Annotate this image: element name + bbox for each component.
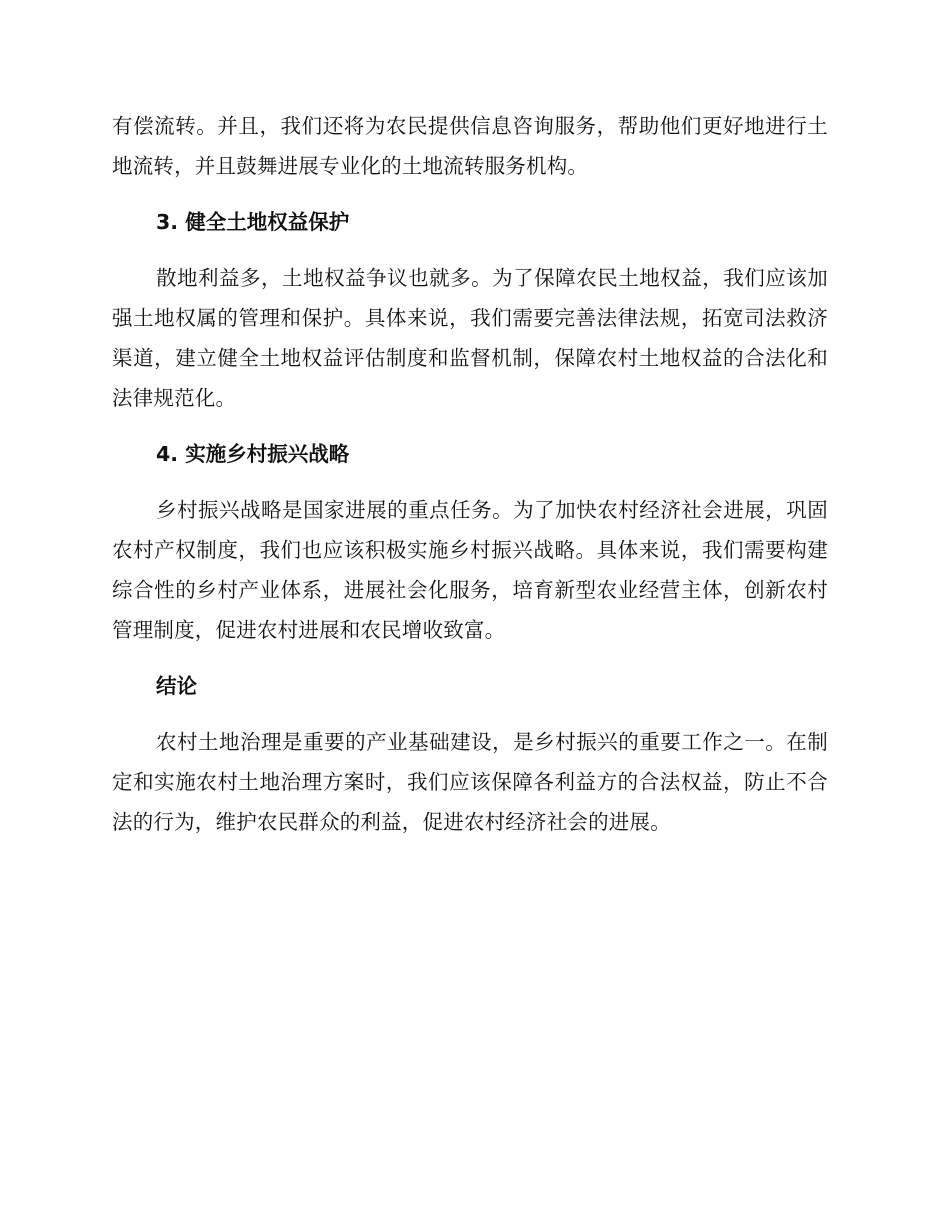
paragraph-land-rights: 散地利益多，土地权益争议也就多。为了保障农民土地权益，我们应该加强土地权属的管理和保护。具体来说，我们需要完善法律法规，拓宽司法救济渠道，建立健全土地权益评估制度和监督机制，保障农村土地权益的合法化和法律规范化。 xyxy=(112,266,828,410)
document-body xyxy=(112,106,828,842)
section-heading-land-rights: 3. 健全土地权益保护 xyxy=(156,210,350,234)
paragraph-land-transfer-continued: 有偿流转。并且，我们还将为农民提供信息咨询服务，帮助他们更好地进行土地流转，并且鼓舞进展专业化的土地流转服务机构。 xyxy=(112,114,828,178)
section-heading-rural-revitalization: 4. 实施乡村振兴战略 xyxy=(156,442,350,466)
section-heading-conclusion: 结论 xyxy=(156,674,197,698)
paragraph-conclusion: 农村土地治理是重要的产业基础建设，是乡村振兴的重要工作之一。在制定和实施农村土地治理方案时，我们应该保障各利益方的合法权益，防止不合法的行为，维护农民群众的利益，促进农村经济社会的进展。 xyxy=(112,730,828,834)
paragraph-rural-revitalization: 乡村振兴战略是国家进展的重点任务。为了加快农村经济社会进展，巩固农村产权制度，我们也应该积极实施乡村振兴战略。具体来说，我们需要构建综合性的乡村产业体系，进展社会化服务，培育新型农业经营主体，创新农村管理制度，促进农村进展和农民增收致富。 xyxy=(112,498,828,642)
